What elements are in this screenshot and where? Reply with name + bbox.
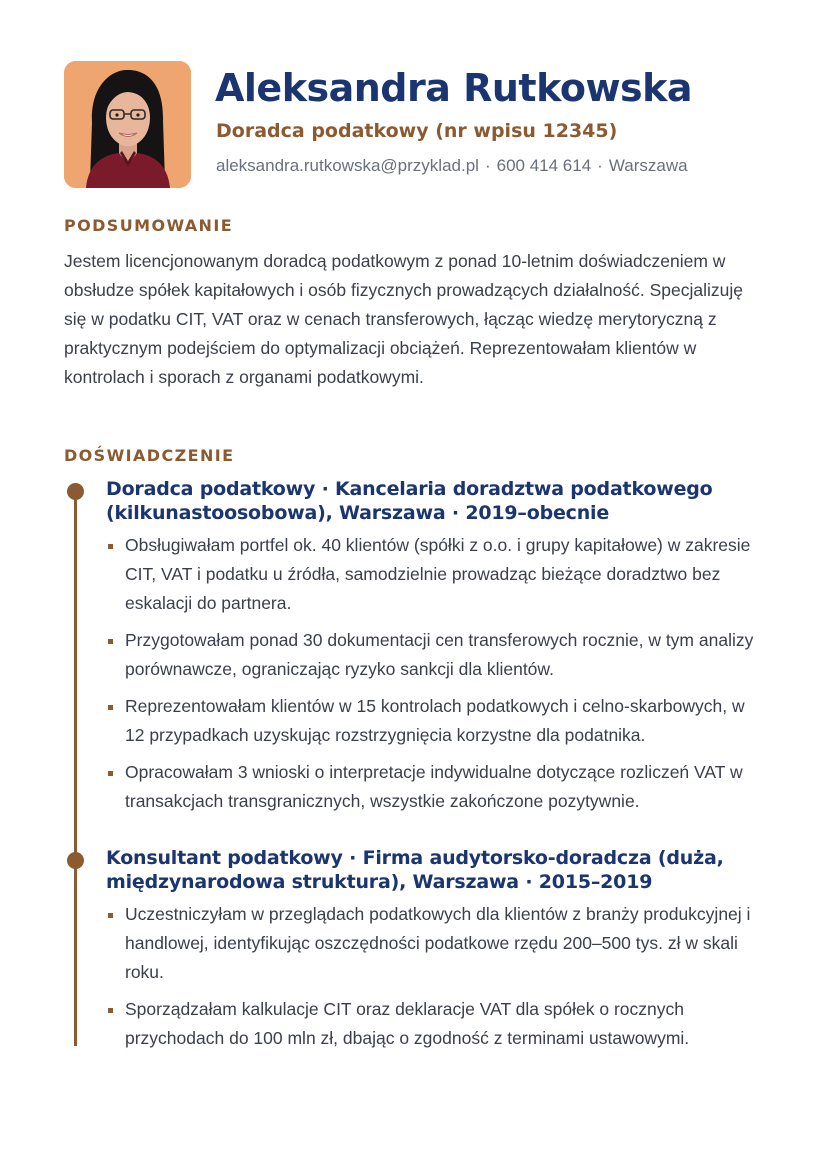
summary-heading: PODSUMOWANIE [64,216,234,235]
portrait-illustration [64,61,191,188]
job-bullet: Sporządzałam kalkulacje CIT oraz deklaracje VAT dla spółek o rocznych przychodach do 100 mln zł, dbając o zgodność z terminami ustawowymi. [106,995,766,1053]
timeline-line [74,492,77,1046]
job-bullets [106,900,766,1053]
timeline-dot [67,483,84,500]
candidate-name: Aleksandra Rutkowska [215,66,693,110]
job-title: Konsultant podatkowy · Firma audytorsko-doradcza (duża, międzynarodowa struktura), Warszawa · 2015–2019 [106,847,724,893]
contact-separator: · [484,156,491,175]
job-bullet: Uczestniczyłam w przeglądach podatkowych dla klientów z branży produkcyjnej i handlowej, identyfikując oszczędności podatkowe rzędu 200–500 tys. zł w skali roku. [106,900,766,987]
job-bullets [106,531,766,816]
profile-photo [64,61,191,188]
job-bullet: Opracowałam 3 wnioski o interpretacje indywidualne dotyczące rozliczeń VAT w transakcjach transgranicznych, wszystkie zakończone pozytywnie. [106,758,766,816]
job-title: Doradca podatkowy · Kancelaria doradztwa podatkowego (kilkunastoosobowa), Warszawa · 2019–obecnie [106,478,713,524]
job-bullet: Reprezentowałam klientów w 15 kontrolach podatkowych i celno-skarbowych, w 12 przypadkach uzyskując rozstrzygnięcia korzystne dla podatnika. [106,692,766,750]
job-entry [106,477,766,824]
timeline-dot [67,852,84,869]
contact-city: Warszawa [608,156,688,175]
experience-heading: DOŚWIADCZENIE [64,446,235,465]
job-bullet: Przygotowałam ponad 30 dokumentacji cen transferowych rocznie, w tym analizy porównawcze, ograniczając ryzyko sankcji dla klientów. [106,626,766,684]
summary-text: Jestem licencjonowanym doradcą podatkowym z ponad 10-letnim doświadczeniem w obsłudze spółek kapitałowych i osób fizycznych prowadzących działalność. Specjalizuję się w podatku CIT, VAT oraz w cenach transferowych, łącząc wiedzę merytoryczną z praktycznym podejściem do optymalizacji obciążeń. Reprezentowałam klientów w kontrolach i sporach z organami podatkowymi. [64,251,743,387]
job-bullet: Obsługiwałam portfel ok. 40 klientów (spółki z o.o. i grupy kapitałowe) w zakresie CIT, VAT i podatku u źródła, samodzielnie prowadząc bieżące doradztwo bez eskalacji do partnera. [106,531,766,618]
contact-separator: · [597,156,603,175]
job-entry [106,846,766,1061]
contact-line [216,156,688,176]
contact-phone: 600 414 614 [496,156,592,175]
candidate-role: Doradca podatkowy (nr wpisu 12345) [216,120,618,142]
contact-email: aleksandra.rutkowska@przyklad.pl [216,156,479,175]
